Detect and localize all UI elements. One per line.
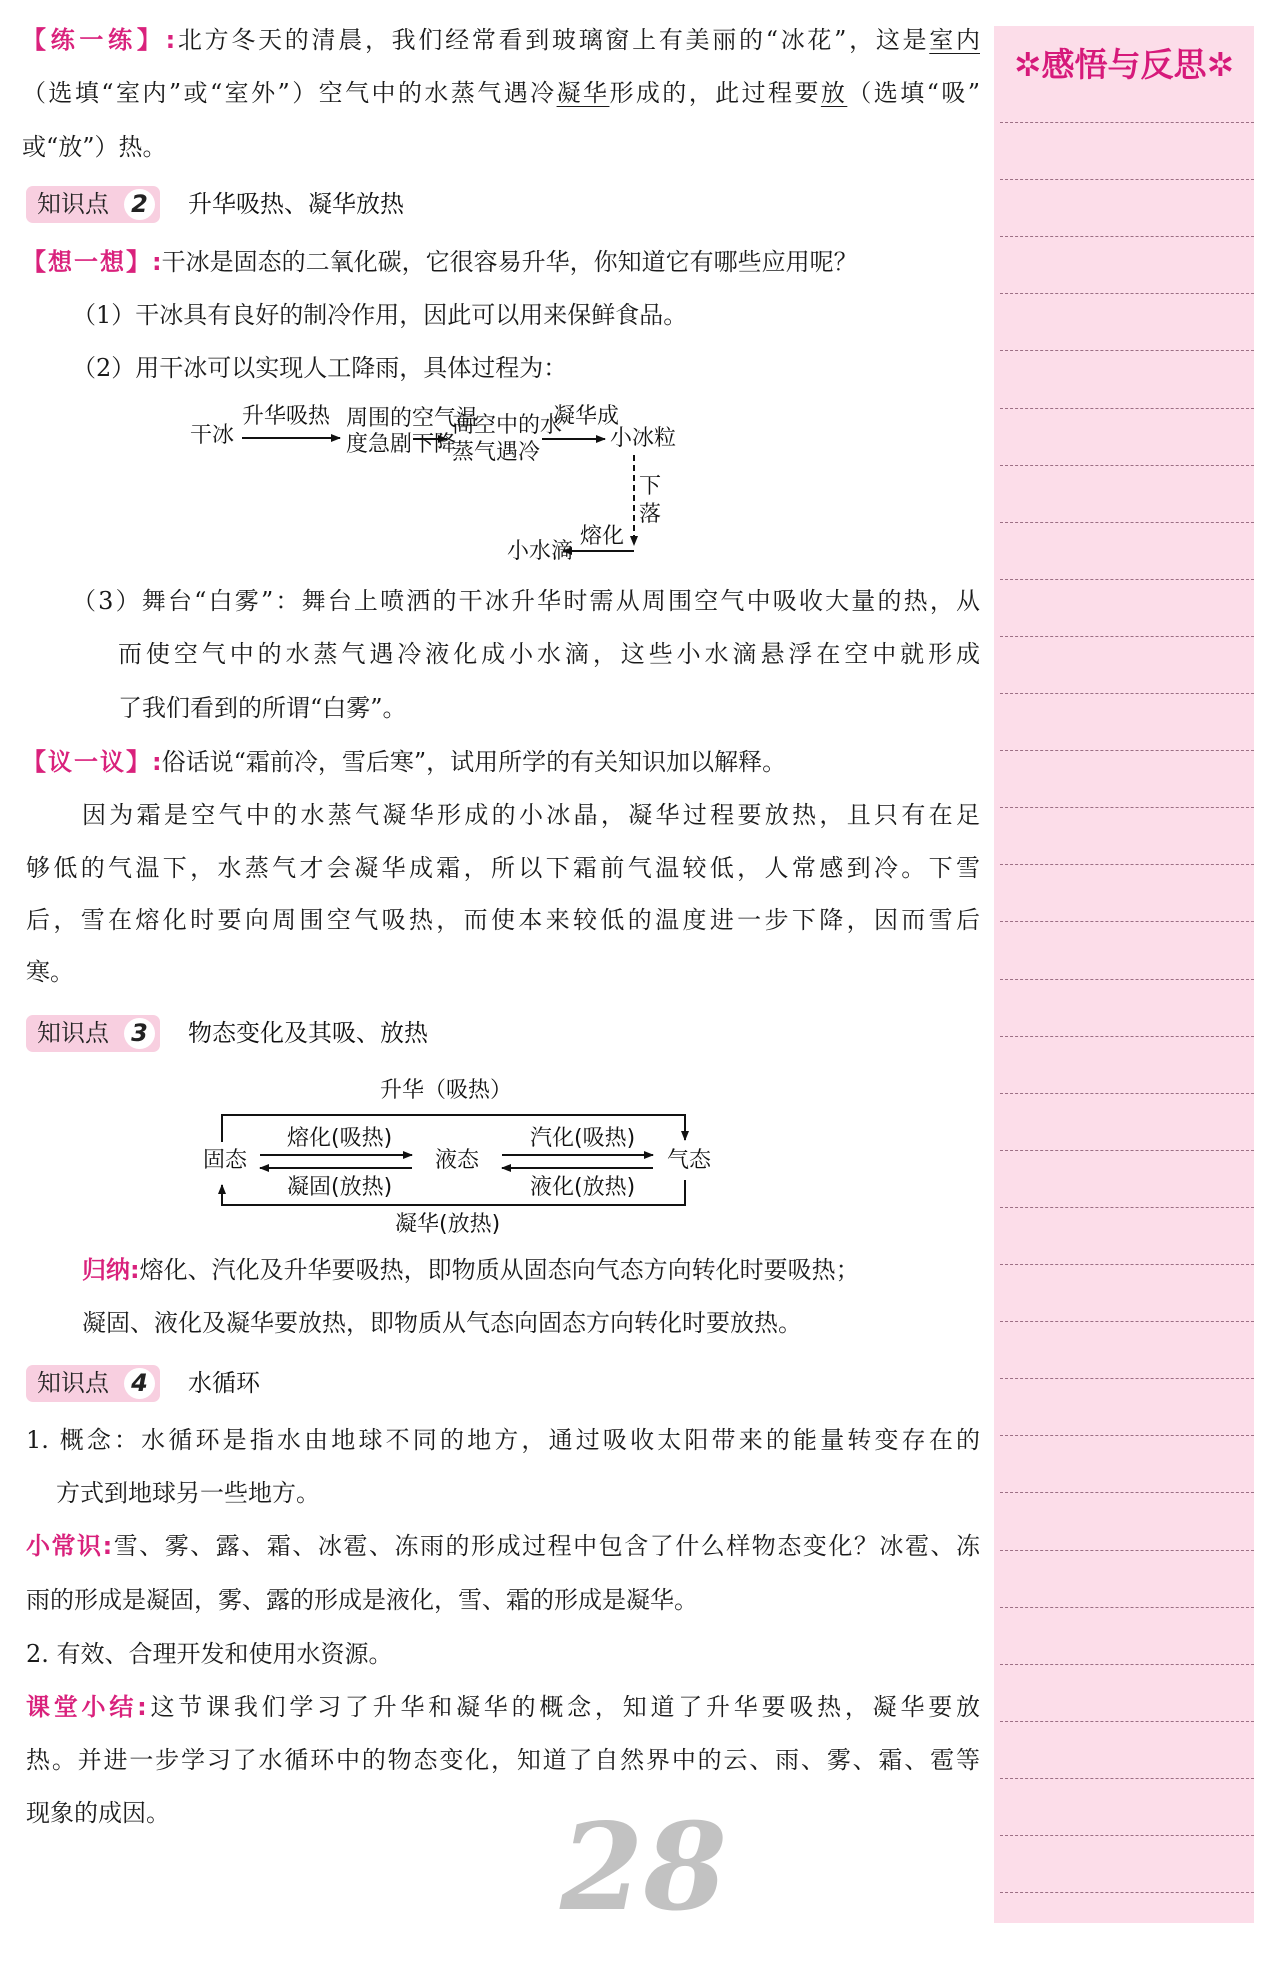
think-item-1: （1）干冰具有良好的制冷作用，因此可以用来保鲜食品。 [72,301,688,329]
discuss-answer-line-2: 够低的气温下，水蒸气才会凝华成霜，所以下霜前气温较低，人常感到冷。下雪 [26,854,980,882]
knowledge-point-title-4: 水循环 [188,1369,260,1397]
reflection-sidebar [994,26,1254,1923]
discuss-answer-line-4: 寒。 [26,958,74,986]
node-air-cools-2: 度急剧下降 [346,432,457,457]
think-item-3-line-2: 而使空气中的水蒸气遇冷液化成小水滴，这些小水滴悬浮在空中就形成 [118,640,980,668]
writing-line [1000,1435,1254,1436]
arrow-label-sublimation: 升华吸热 [242,404,331,429]
writing-line [1000,1721,1254,1722]
writing-line [1000,236,1254,237]
practice-line-2: （选填“室内”或“室外”）空气中的水蒸气遇冷凝华形成的，此过程要放（选填“吸” [22,79,981,107]
summary-line-2: 凝固、液化及凝华要放热，即物质从气态向固态方向转化时要放热。 [82,1309,802,1337]
node-ice-particles: 小冰粒 [610,426,677,451]
concept-line-2: 方式到地球另一些地方。 [56,1479,320,1507]
sidebar-title: ✲感悟与反思✲ [1013,45,1235,84]
node-vapor-cools-1: 高空中的水 [452,413,563,438]
discuss-label: 【议一议】 [22,748,152,776]
practice-line-3: 或“放”）热。 [22,133,167,161]
knowledge-point-badge-2: 知识点 2 [26,186,160,223]
arrow-label-deposition: 凝华成 [553,404,620,429]
discuss-answer-line-3: 后，雪在熔化时要向周围空气吸热，而使本来较低的温度进一步下降，因而雪后 [26,906,980,934]
think-label: 【想一想】 [22,248,152,276]
knowledge-point-badge-3: 知识点 3 [26,1015,160,1052]
class-summary-line-1: 课堂小结:这节课我们学习了升华和凝华的概念，知道了升华要吸热，凝华要放 [26,1693,981,1721]
writing-line [1000,1207,1254,1208]
writing-line [1000,1492,1254,1493]
node-vapor-cools-2: 蒸气遇冷 [452,440,541,465]
writing-line [1000,1550,1254,1551]
summary-line-1: 归纳:熔化、汽化及升华要吸热，即物质从固态向气态方向转化时要吸热； [82,1256,860,1284]
writing-line [1000,350,1254,351]
flower-icon: ✲ [1013,45,1042,84]
label-liquefaction: 液化(放热) [530,1175,636,1200]
writing-line [1000,579,1254,580]
tip-label: 小常识 [26,1532,103,1560]
writing-line [1000,693,1254,694]
writing-line [1000,465,1254,466]
arrow-label-melting: 熔化 [580,524,625,549]
writing-line [1000,1150,1254,1151]
concept-line-1: 1. 概念：水循环是指水由地球不同的地方，通过吸收太阳带来的能量转变存在的 [26,1426,980,1454]
writing-line [1000,864,1254,865]
think-question: 【想一想】:干冰是固态的二氧化碳，它很容易升华，你知道它有哪些应用呢？ [22,248,858,276]
state-gas: 气态 [667,1148,712,1173]
writing-line [1000,522,1254,523]
writing-line [1000,750,1254,751]
writing-line [1000,1264,1254,1265]
point-2: 2. 有效、合理开发和使用水资源。 [26,1640,393,1668]
summary-label: 归纳 [82,1256,130,1284]
writing-line [1000,408,1254,409]
state-liquid: 液态 [435,1148,480,1173]
writing-line [1000,979,1254,980]
label-vaporization: 汽化(吸热) [530,1126,636,1151]
knowledge-point-title-3: 物态变化及其吸、放热 [188,1019,428,1047]
class-summary-line-3: 现象的成因。 [26,1799,170,1827]
writing-line [1000,921,1254,922]
think-item-3-line-1: （3）舞台“白雾”：舞台上喷洒的干冰升华时需从周围空气中吸收大量的热，从 [72,587,980,615]
tip-line-1: 小常识:雪、雾、露、霜、冰雹、冻雨的形成过程中包含了什么样物态变化？冰雹、冻 [26,1532,981,1560]
answer-deposition: 凝华 [556,79,610,107]
discuss-question: 【议一议】:俗话说“霜前冷，雪后寒”，试用所学的有关知识加以解释。 [22,748,787,776]
writing-line [1000,1778,1254,1779]
node-air-cools-1: 周围的空气温 [346,406,479,431]
label-deposition: 凝华(放热) [395,1212,501,1237]
writing-line [1000,179,1254,180]
node-water-droplets: 小水滴 [507,539,574,564]
writing-line [1000,636,1254,637]
practice-line-1: 【练一练】:北方冬天的清晨，我们经常看到玻璃窗上有美丽的“冰花”，这是室内 [22,26,980,54]
practice-label: 【练一练】 [22,26,166,54]
writing-line [1000,1835,1254,1836]
discuss-answer-line-1: 因为霜是空气中的水蒸气凝华形成的小冰晶，凝华过程要放热，且只有在足 [82,801,980,829]
think-item-2: （2）用干冰可以实现人工降雨，具体过程为： [72,354,568,382]
answer-indoor: 室内 [929,26,980,54]
writing-line [1000,1664,1254,1665]
writing-line [1000,1036,1254,1037]
arrow-label-fall-1: 下 [639,474,662,499]
arrow-label-fall-2: 落 [639,502,662,527]
writing-line [1000,1607,1254,1608]
label-sublimation: 升华（吸热） [380,1078,513,1103]
class-summary-label: 课堂小结 [26,1693,138,1721]
state-solid: 固态 [203,1148,248,1173]
label-melting: 熔化(吸热) [287,1126,393,1151]
writing-line [1000,1093,1254,1094]
class-summary-line-2: 热。并进一步学习了水循环中的物态变化，知道了自然界中的云、雨、雾、霜、雹等 [26,1746,980,1774]
writing-line [1000,807,1254,808]
flower-icon: ✲ [1206,45,1235,84]
node-dry-ice: 干冰 [190,423,235,448]
tip-line-2: 雨的形成是凝固，雾、露的形成是液化，雪、霜的形成是凝华。 [26,1586,698,1614]
writing-line [1000,1321,1254,1322]
knowledge-point-title-2: 升华吸热、凝华放热 [188,190,404,218]
writing-line [1000,293,1254,294]
label-freezing: 凝固(放热) [287,1175,393,1200]
answer-release: 放 [820,79,848,107]
writing-line [1000,1378,1254,1379]
think-item-3-line-3: 了我们看到的所谓“白雾”。 [118,694,407,722]
page-number: 28 [560,1797,727,1938]
knowledge-point-badge-4: 知识点 4 [26,1365,160,1402]
writing-line [1000,1892,1254,1893]
writing-line [1000,122,1254,123]
